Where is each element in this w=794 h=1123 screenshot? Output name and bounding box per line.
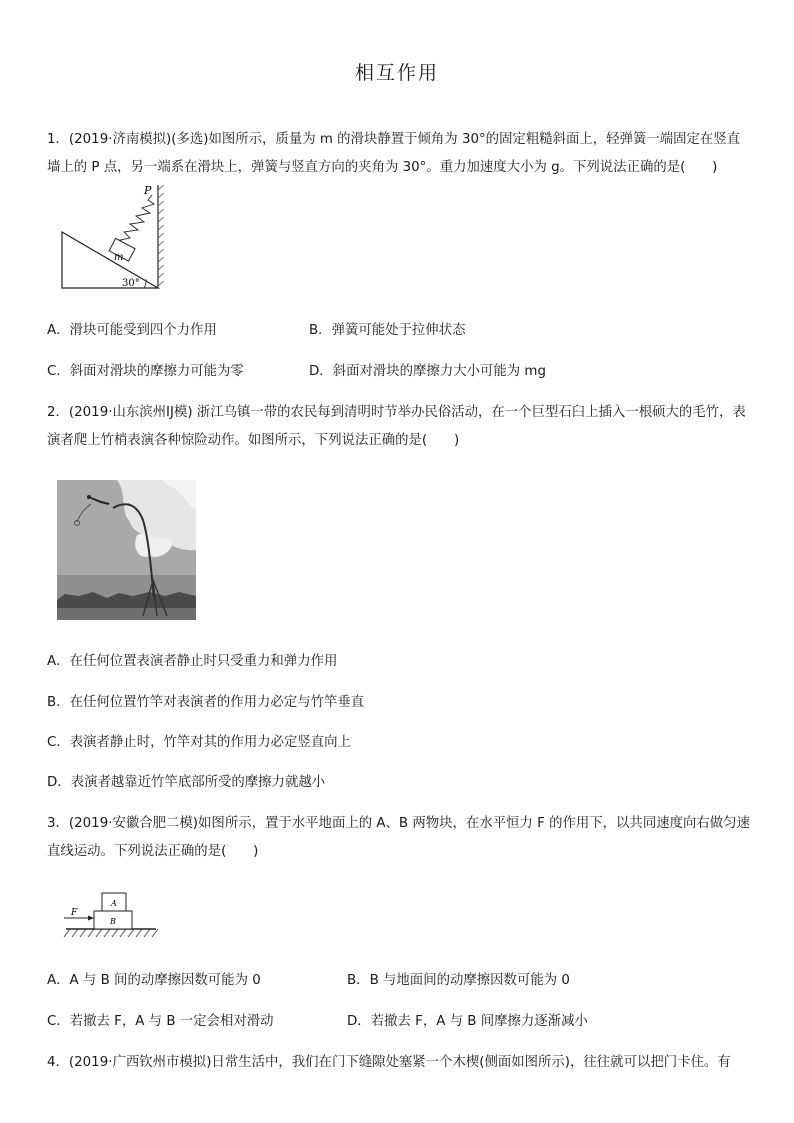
block-label-b: B	[110, 917, 116, 926]
question-3-figure	[60, 887, 160, 943]
question-1-figure	[58, 180, 170, 290]
angle-label: 30°	[122, 278, 140, 289]
q2-option-d: D．表演者越靠近竹竿底部所受的摩擦力就越小	[47, 775, 326, 790]
q3-option-a: A．A 与 B 间的动摩擦因数可能为 0	[47, 973, 261, 988]
page-title: 相互作用	[354, 62, 439, 84]
question-3-stem: 3．(2019·安徽合肥二模)如图所示，置于水平地面上的 A、B 两物块，在水平恒力 F 的作用下，以共同速度向右做匀速直线运动。下列说法正确的是( )	[47, 816, 750, 859]
q3-option-b: B．B 与地面间的动摩擦因数可能为 0	[347, 973, 570, 988]
block-label-a: A	[111, 899, 117, 908]
question-2-stem: 2．(2019·山东滨州IJ模) 浙江乌镇一带的农民每到清明时节举办民俗活动，在一个巨型石臼上插入一根硕大的毛竹，表演者爬上竹梢表演各种惊险动作。如图所示，下列说法正确的是( )	[47, 405, 746, 448]
point-label-p: P	[144, 184, 152, 197]
q1-option-a: A．滑块可能受到四个力作用	[47, 323, 217, 338]
q2-option-a: A．在任何位置表演者静止时只受重力和弹力作用	[47, 654, 338, 669]
block-label-m: m	[114, 252, 124, 263]
q1-option-b: B．弹簧可能处于拉伸状态	[309, 323, 466, 338]
q1-option-c: C．斜面对滑块的摩擦力可能为零	[47, 364, 244, 379]
q3-option-c: C．若撤去 F，A 与 B 一定会相对滑动	[47, 1014, 274, 1029]
q3-option-d: D．若撤去 F，A 与 B 间摩擦力逐渐减小	[347, 1014, 588, 1029]
q2-option-c: C．表演者静止时，竹竿对其的作用力必定竖直向上	[47, 735, 351, 750]
question-1-stem: 1．(2019·济南模拟)(多选)如图所示，质量为 m 的滑块静置于倾角为 30°的固定粗糙斜面上，轻弹簧一端固定在竖直墙上的 P 点，另一端系在滑块上，弹簧与竖直方向的夹角为 30°。重力加速度大小为 g。下列说法正确的是( )	[47, 132, 741, 175]
q2-option-b: B．在任何位置竹竿对表演者的作用力必定与竹竿垂直	[47, 695, 365, 710]
question-4-stem: 4．(2019·广西钦州市模拟)日常生活中，我们在门下缝隙处塞紧一个木楔(侧面如图所示)，往往就可以把门卡住。有	[47, 1055, 731, 1070]
force-label-f: F	[71, 908, 78, 918]
question-2-photo	[57, 480, 196, 620]
q1-option-d: D．斜面对滑块的摩擦力大小可能为 mg	[309, 364, 546, 379]
